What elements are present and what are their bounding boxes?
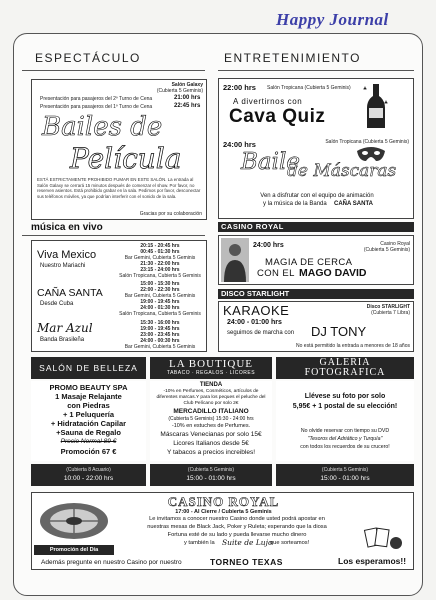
magician-photo: [221, 238, 249, 282]
boutique-hours: 15:00 - 01:00 hrs: [186, 475, 236, 482]
act-3-time: 23:00 - 23:45 hrs: [140, 332, 180, 338]
show-time-1: 21:00 hrs: [174, 95, 201, 101]
mercadillo-offer: Y tabacos a precios increibles!: [166, 449, 256, 456]
boutique-card: [150, 381, 272, 461]
act-2-time: 19:00 - 19:45 hrs: [140, 299, 180, 305]
act-2-venue: Bar Gemini, Cubierta 5 Geminis: [124, 293, 196, 299]
venue-label: Salón Galaxy: [171, 82, 203, 88]
torneo-name: TORNEO TEXAS: [210, 557, 283, 567]
mercadillo-offer: -10% en estuches de Perfumes.: [171, 423, 251, 429]
normal-price: Precio Normal 89 €: [60, 438, 117, 445]
mercadillo-hours: (Cubierta 5 Geminis) 15:30 - 24:00 hrs: [168, 416, 254, 422]
casino-time: 24:00 hrs: [253, 242, 284, 249]
mercadillo-offer: Licores Italianos desde 5€: [173, 440, 249, 447]
act-2-time: 24:00 - 01:30 hrs: [140, 305, 180, 311]
disco-follow: seguimos de marcha con: [227, 330, 295, 336]
baile-time: 24:00 hrs: [223, 140, 256, 149]
belleza-card: [31, 381, 146, 461]
divider: [218, 70, 414, 71]
baile-desc-2: y la música de la Banda: [263, 201, 327, 207]
show-notice: ESTÁ ESTRICTAMENTE PROHIBIDO FUMAR EN ESTE SALÓN. La entrada al Salón Galaxy se cerrará 15 minutos después de comenzar el show. Por favor, no reserven asientos. Está prohibido grabar en la sala. Pedimos por favor, desconectar sus teléfonos móviles, ya que podrían interferir con el sonido de la sala.: [37, 177, 201, 199]
espectaculo-card: [31, 79, 207, 220]
casino-promo-text: nuestras mesas de Black Jack, Poker y Ruleta; esperando que la diosa: [147, 524, 327, 530]
galeria-deck: (Cubierta 5 Geminis): [321, 467, 369, 473]
disco-heading: DISCO STARLIGHT: [218, 289, 414, 299]
belleza-heading: SALÓN DE BELLEZA: [31, 357, 146, 379]
promo-badge: Promoción del Día: [34, 545, 114, 555]
act-1-venue: Salón Tropicana, Cubierta 5 Geminis: [119, 273, 201, 279]
act-3-venue: Bar Gemini, Cubierta 5 Geminis: [124, 344, 196, 350]
galeria-dvd-title: "Tesoros del Adriático y Turquía": [307, 436, 383, 442]
galeria-offer: 5,95€ + 1 postal de su elección!: [292, 403, 398, 410]
magic-line-1: MAGIA DE CERCA: [265, 257, 353, 268]
promo-line: + Hidratación Capilar: [50, 419, 127, 428]
boutique-heading: LA BOUTIQUE: [168, 358, 254, 370]
magic-name: MAGO DAVID: [299, 267, 367, 279]
show-title-line-2: Película: [70, 142, 182, 175]
casino-promo-text: que sorteamos!: [270, 540, 310, 546]
section-heading-espectaculo: ESPECTÁCULO: [35, 51, 141, 65]
entretenimiento-card: [218, 78, 414, 219]
farewell: Los esperamos!!: [338, 556, 407, 566]
disco-time: 24:00 - 01:00 hrs: [227, 319, 282, 326]
musica-card: [31, 240, 207, 352]
age-notice: No está permitido la entrada a menores de 18 años: [296, 343, 410, 349]
casino-promo-heading: CASINO ROYAL: [167, 494, 280, 509]
galeria-offer: Llévese su foto por solo: [304, 393, 386, 400]
champagne-bottle-icon: [363, 82, 389, 130]
act-3-time: 15:30 - 16:00 hrs: [140, 320, 180, 326]
section-heading-entretenimiento: ENTRETENIMIENTO: [224, 51, 361, 65]
show-time-2: 22:45 hrs: [174, 103, 201, 109]
act-2-time: 15:00 - 15:30 hrs: [140, 281, 180, 287]
promo-price: Promoción 67 €: [60, 447, 117, 456]
casino-promo-text: Le invitamos a conocer nuestro Casino donde usted podrá apostar en: [149, 516, 325, 522]
boutique-subheading: TABACO · REGALOS · LICORES: [166, 370, 256, 376]
casino-promo-card: [31, 492, 414, 570]
cava-title: Cava Quiz: [229, 106, 326, 127]
mercadillo-label: MERCADILLO ITALIANO: [173, 408, 249, 415]
galeria-footer: [276, 464, 414, 486]
casino-promo-hours: 17:00 - Al Cierre / Cubierta 5 Geminis: [175, 509, 272, 515]
mask-icon: [355, 143, 387, 165]
cava-invite: A divertirnos con: [233, 97, 303, 106]
promo-line: 1 Masaje Relajante: [55, 392, 122, 401]
disco-card: [218, 301, 414, 352]
act-2-sub: Desde Cuba: [40, 301, 74, 307]
act-1-time: 20:15 - 20:45 hrs: [140, 243, 180, 249]
act-2-name: CAÑA SANTA: [37, 287, 103, 299]
promo-line: PROMO BEAUTY SPA: [49, 383, 128, 392]
baile-place: Salón Tropicana (Cubierta 5 Geminis): [325, 139, 409, 145]
act-1-name: Viva Mexico: [37, 249, 97, 261]
boutique-heading-box: [150, 357, 272, 379]
act-3-time: 19:00 - 19:45 hrs: [140, 326, 180, 332]
act-1-time: 21:30 - 22:00 hrs: [140, 261, 180, 267]
boutique-deck: (Cubierta 5 Geminis): [187, 467, 235, 473]
cards-chips-icon: [362, 527, 408, 551]
galeria-card: [276, 381, 414, 461]
show-line-2: Presentación para pasajeros del 1º Turno de Cena: [40, 104, 153, 110]
divider: [22, 70, 205, 71]
act-1-venue: Bar Gemini, Cubierta 5 Geminis: [124, 255, 196, 261]
galeria-hours: 15:00 - 01:00 hrs: [320, 475, 370, 482]
magic-line-2: CON EL: [257, 268, 295, 279]
show-title-line-1: Bailes de: [42, 112, 163, 142]
band-name: CAÑA SANTA: [334, 201, 373, 207]
mercadillo-offer: Máscaras Venecianas por solo 15€: [160, 431, 262, 438]
act-1-time: 23:15 - 24:00 hrs: [140, 267, 180, 273]
act-1-time: 00:45 - 01:30 hrs: [140, 249, 180, 255]
baile-desc-1: Ven a disfrutar con el equipo de animación: [260, 193, 374, 199]
act-2-time: 22:00 - 22:30 hrs: [140, 287, 180, 293]
act-1-sub: Nuestro Mariachi: [40, 263, 86, 269]
casino-promo-text: Fortuna esté de su lado y pueda llevarse mucho dinero: [167, 532, 307, 538]
belleza-deck: (Cubierta 8 Acuario): [66, 467, 111, 473]
suite-prize: Suite de Lujo: [222, 538, 273, 547]
section-heading-musica: música en vivo: [31, 222, 103, 233]
promo-line: +Sauna de Regalo: [56, 428, 121, 437]
belleza-hours: 10:00 - 22:00 hrs: [63, 475, 114, 482]
galeria-dvd: con todos los recuerdos de su crucero!: [300, 444, 390, 450]
casino-deck: (Cubierta 5 Geminis): [363, 247, 410, 253]
promo-line: + 1 Peluquería: [62, 410, 115, 419]
galeria-heading: GALERIA FOTOGRAFICA: [304, 357, 386, 378]
boutique-footer: [150, 464, 272, 486]
deck-label: (Cubierta 5 Geminis): [156, 88, 203, 94]
promo-line: con Piedras: [67, 401, 110, 410]
casino-heading: CASINO ROYAL: [218, 222, 414, 232]
divider: [22, 235, 205, 236]
casino-card: [218, 235, 414, 285]
act-2-venue: Salón Tropicana, Cubierta 5 Geminis: [119, 311, 201, 317]
belleza-footer: [31, 464, 146, 486]
baile-title-1: Baile: [241, 149, 300, 175]
tienda-offer: -10% en Perfumes, Cosméticos, artículos de diferentes marcas.Y para los peques el peluche del Club Pelícano por solo 2€: [156, 389, 266, 406]
karaoke-logo: KARAOKE: [223, 303, 290, 318]
galeria-dvd: No olvide reservar con tiempo su DVD: [300, 428, 390, 434]
act-3-sub: Banda Brasileña: [40, 337, 85, 343]
cava-time: 22:00 hrs: [223, 83, 256, 92]
galeria-heading-box: [276, 357, 414, 379]
casino-promo-text: y también la: [184, 540, 215, 546]
torneo-invite: Además pregunte en nuestro Casino por nuestro: [41, 559, 182, 566]
casino-venue: Casino Royal: [380, 241, 410, 247]
disco-venue: Disco STARLIGHT: [366, 304, 410, 310]
dj-name: DJ TONY: [311, 324, 367, 339]
baile-title-2: de Máscaras: [287, 161, 397, 181]
journal-title: Happy Journal: [276, 10, 389, 29]
act-3-time: 24:00 - 00:30 hrs: [140, 338, 180, 344]
act-3-name: Mar Azul: [37, 321, 93, 335]
disco-deck: (Cubierta 7 Libra): [371, 310, 410, 316]
show-line-1: Presentación para pasajeros del 2º Turno de Cena: [40, 96, 153, 102]
tienda-label: TIENDA: [199, 382, 223, 388]
cava-place: Salón Tropicana (Cubierta 5 Geminis): [267, 85, 351, 91]
show-thanks: Gracias por su colaboración: [139, 211, 202, 217]
